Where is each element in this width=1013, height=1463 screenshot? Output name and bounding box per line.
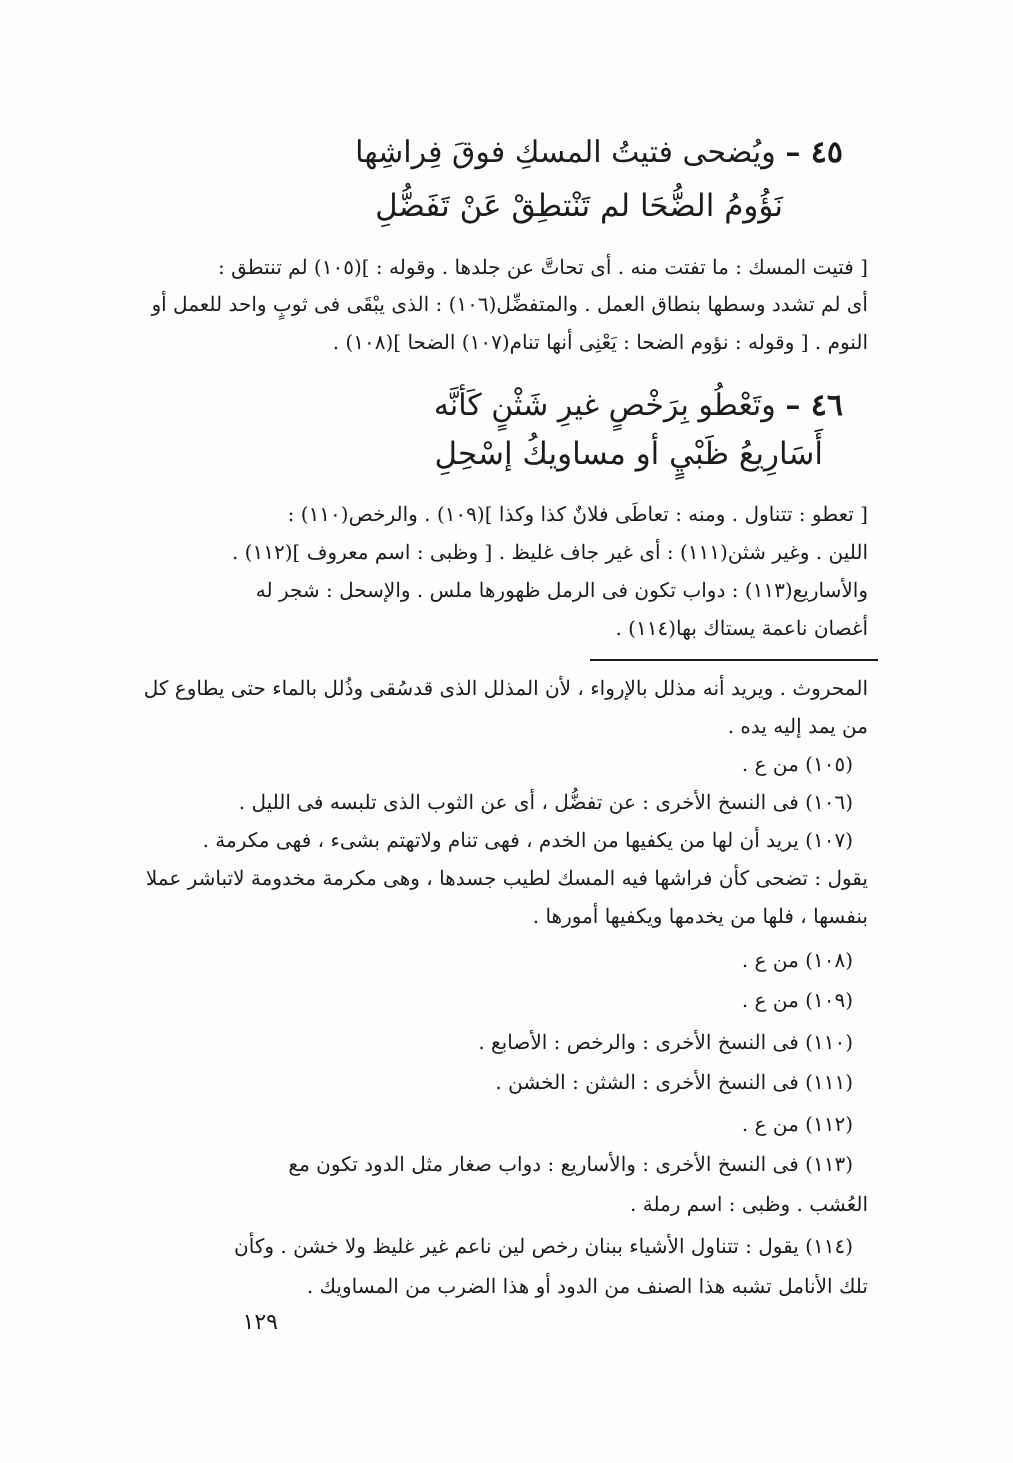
footnote-line: (١١٢) من ع . <box>741 1112 853 1136</box>
page-number: ١٢٩ <box>242 1310 278 1335</box>
commentary-line: [ تعطو : تتناول . ومنه : تعاطَى فلانٌ كذا وكذا ](١٠٩) . والرخص(١١٠) : <box>287 502 868 526</box>
footnote-line: (١١٤) يقول : تتناول الأشياء ببنان رخص لين ناعم غير غليظ ولا خشن . وكأن <box>234 1234 853 1258</box>
verse-46-number: ٤٦ – <box>785 388 843 423</box>
footnote-line: المحروث . ويريد أنه مذلل بالإرواء ، لأن المذلل الذى قدسُقى وذُلل بالماء حتى يطاوع كل <box>143 676 868 700</box>
footnote-line: (١١٣) فى النسخ الأخرى : والأساريع : دواب صغار مثل الدود تكون مع <box>288 1152 853 1176</box>
commentary-line: النوم . [ وقوله : نؤوم الضحا : يَعْنِى أنها تنام(١٠٧) الضحا ](١٠٨) . <box>332 330 868 354</box>
footnote-line: من يمد إليه يده . <box>727 714 868 738</box>
footnote-line: (١٠٩) من ع . <box>741 988 853 1012</box>
footnote-line: يقول : تضحى كأن فراشها فيه المسك لطيب جسدها ، وهى مكرمة مخدومة لاتباشر عملا <box>145 866 868 890</box>
verse-45-number: ٤٥ – <box>785 135 843 170</box>
footnote-line: (١٠٨) من ع . <box>741 948 853 972</box>
commentary-line: أغصان ناعمة يستاك بها(١١٤) . <box>615 616 868 640</box>
footnote-line: بنفسها ، فلها من يخدمها ويكفيها أمورها . <box>532 904 868 928</box>
footnote-line: (١١٠) فى النسخ الأخرى : والرخص : الأصابع . <box>478 1030 853 1054</box>
footnote-line: تلك الأنامل تشبه هذا الصنف من الدود أو هذا الضرب من المساويك . <box>306 1274 868 1298</box>
footnote-line: (١٠٦) فى النسخ الأخرى : عن تفضُّل ، أى عن الثوب الذى تلبسه فى الليل . <box>238 790 853 814</box>
commentary-line: والأساريع(١١٣) : دواب تكون فى الرمل ظهورها ملس . والإسحل : شجر له <box>255 578 868 602</box>
commentary-line: اللين . وغير شثن(١١١) : أى غير جاف غليظ . [ وظبى : اسم معروف ](١١٢) . <box>231 540 868 564</box>
footnote-line: (١٠٧) يريد أن لها من يكفيها من الخدم ، فهى تنام ولاتهتم بشىء ، فهى مكرمة . <box>202 828 853 852</box>
verse-45-line2: نَؤُومُ الضُّحَا لم تَنْتطِقْ عَنْ تَفَضُّلِ <box>375 188 783 224</box>
footnote-line: العُشب . وظبى : اسم رملة . <box>630 1192 868 1216</box>
commentary-line: أى لم تشدد وسطها بنطاق العمل . والمتفضِّل(١٠٦) : الذى يبْقَى فى ثوبٍ واحد للعمل أو <box>151 292 868 316</box>
verse-46-line2: أَسَارِيعُ ظَبْيٍ أو مساويكُ إسْحِلِ <box>434 436 823 472</box>
verse-46-line1: ٤٦ – وتَعْطُو بِرَخْصٍ غيرِ شَثْنٍ كَأنَّه <box>433 388 843 423</box>
footnote-line: (١٠٥) من ع . <box>741 752 853 776</box>
commentary-line: [ فتيت المسك : ما تفتت منه . أى تحاتَّ عن جلدها . وقوله : ](١٠٥) لم تنتطق : <box>217 255 868 279</box>
footnote-line: (١١١) فى النسخ الأخرى : الشثن : الخشن . <box>495 1070 853 1094</box>
verse-45-line1: ٤٥ – ويُضحى فتيتُ المسكِ فوقَ فِراشِها <box>355 135 843 170</box>
footnote-separator <box>590 659 878 661</box>
